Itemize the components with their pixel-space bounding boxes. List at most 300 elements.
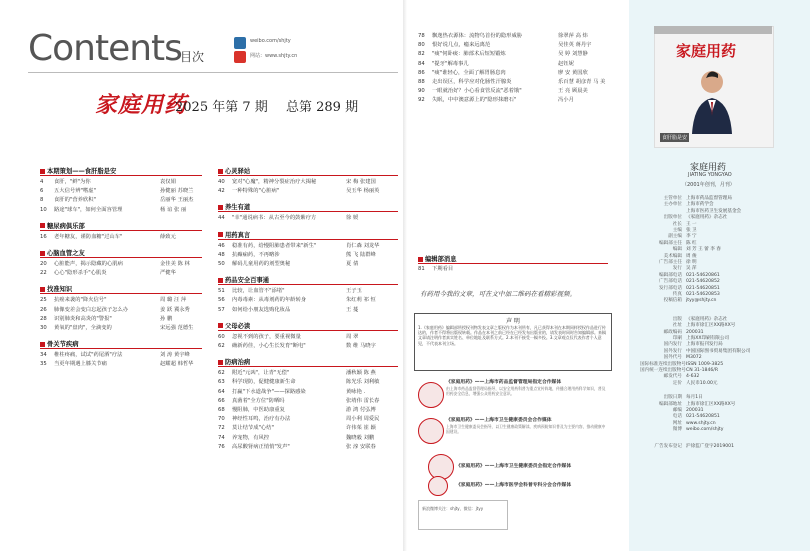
- page-number: 50: [218, 261, 225, 267]
- toc-entry[interactable]: [418, 41, 608, 49]
- masthead-key: 国外发行: [663, 348, 682, 354]
- section-underline: [40, 175, 202, 176]
- article-title: 肺像变差会变白忘起孩子怎么办: [54, 306, 129, 313]
- page-number: 20: [40, 261, 47, 267]
- masthead-key: 投稿信箱: [663, 298, 682, 304]
- section-header: 父母必读: [218, 321, 250, 330]
- toc-entry[interactable]: [218, 443, 398, 451]
- masthead-value: 4-632: [686, 374, 700, 380]
- article-title: 食肝，"鲜"为你: [54, 179, 91, 185]
- contents-subtitle: 目次: [180, 50, 205, 64]
- toc-entry[interactable]: [40, 260, 202, 268]
- masthead-row: [640, 381, 718, 387]
- coop-text-2: 上海市卫生健康委员会指导，以卫生健康政策解读、疾病预防知识普及为主要内容，推动健康中国建设。: [446, 424, 606, 434]
- article-author: 徐翠萍 高 炜: [558, 33, 588, 39]
- article-author: 金佳美 陈 林: [160, 261, 190, 267]
- video-appeal: 有药用今我的文章，可在文中加二维码在看精彩视频。: [420, 290, 576, 298]
- masthead-key: 出版: [672, 316, 682, 322]
- section-marker-icon: [40, 169, 45, 174]
- toc-entry[interactable]: [418, 60, 608, 68]
- toc-entry[interactable]: [40, 269, 202, 277]
- page-number: 66: [218, 397, 225, 404]
- masthead-value: 200031: [686, 408, 704, 413]
- article-author: 夏 倩: [346, 261, 359, 267]
- article-title: "提牙"解毒事儿: [432, 60, 469, 67]
- article-title: 养宠物，有风控: [232, 434, 270, 441]
- cover-logo: 家庭用药: [676, 42, 737, 60]
- masthead-value: 上海市药品监督管理局: [686, 196, 732, 201]
- article-author: 肖仁森 刘龙华: [346, 242, 380, 249]
- article-title: 比较，让血管不"添堵": [232, 288, 285, 295]
- article-title: 椎柱疼痛，试试"药尾酒"疗法: [54, 352, 123, 359]
- article-title: 失眠，中中澳意源上的"隐形抹磨石": [432, 97, 517, 104]
- article-author: 冯小月: [558, 97, 574, 104]
- section-underline: [40, 348, 202, 349]
- section-underline: [218, 330, 398, 331]
- masthead-key: 邮编: [672, 408, 682, 413]
- masthead-row: [640, 286, 720, 292]
- masthead-row: [640, 349, 750, 355]
- article-author: 潘秋颖 陈 燕: [346, 370, 376, 377]
- page-number: 4: [40, 179, 44, 185]
- section-header: 骨关节疾病: [40, 339, 78, 348]
- masthead-row: [640, 355, 702, 361]
- section-underline: [218, 211, 398, 212]
- article-author: 吴佳英 蒋丹宇: [558, 42, 592, 49]
- article-title: 心脏能声，揭示隐藏的心肌病: [54, 261, 123, 267]
- masthead-key: 邮发代号: [663, 374, 682, 380]
- article-author: 刘 涛 黄宇峰: [160, 352, 190, 359]
- toc-entry[interactable]: [218, 214, 398, 222]
- masthead-row: [640, 273, 720, 279]
- toc-entry[interactable]: [40, 324, 202, 332]
- toc-entry[interactable]: [40, 233, 202, 241]
- coop-title-4: 《家庭用药》——上海市医学会科普专科分会合作媒体: [456, 483, 572, 488]
- article-title: 如何给小朋友选购化妆品: [232, 306, 291, 313]
- section-marker-icon: [218, 169, 223, 174]
- article-title: 五大信号辨"嗜虚": [54, 188, 96, 195]
- section-marker-icon: [218, 232, 223, 237]
- notice-title: 声 明: [506, 318, 520, 325]
- section-underline: [40, 257, 202, 258]
- masthead-value: 陈 红: [686, 240, 697, 246]
- toc-entry[interactable]: 81 下期看目: [418, 266, 454, 272]
- page-number: 57: [218, 306, 225, 313]
- article-author: 宋 梅 张建国: [346, 179, 376, 185]
- masthead-key: 出版日期: [663, 395, 682, 401]
- article-author: 赵耀超 韩哲华: [160, 361, 194, 368]
- toc-entry[interactable]: [218, 415, 398, 423]
- issue-number: 2025 年第 7 期: [175, 100, 268, 115]
- article-author: 游 鸿 付弘博: [346, 407, 376, 413]
- toc-entry[interactable]: [40, 296, 202, 304]
- toc-entry[interactable]: [218, 287, 398, 295]
- article-author: 陈光乐 刘利敏: [346, 379, 380, 386]
- article-author: 熊 飞 陆群峰: [346, 251, 376, 258]
- masthead-row: [640, 266, 697, 272]
- article-author: 宋远强 范德生: [160, 325, 194, 331]
- article-title: 老年糖友，谨防血糖"过山车": [54, 233, 123, 240]
- section-marker-icon: [40, 287, 45, 292]
- masthead-key: 传真: [672, 292, 682, 297]
- toc-entry[interactable]: [218, 424, 398, 432]
- masthead-key: 广告部主任: [659, 260, 682, 265]
- section-header: 心灵驿站: [218, 166, 250, 175]
- page-number: 84: [418, 60, 425, 67]
- toc-entry[interactable]: [218, 260, 398, 268]
- masthead-key: 编辑: [672, 247, 682, 253]
- article-title: 当更年期遇上膝关节痛: [54, 361, 107, 368]
- article-title: "幸"通说病书：从古至今的鼓紫疗方: [232, 215, 317, 222]
- article-title: 确新药佳，小心生长发育"断电": [232, 343, 306, 349]
- toc-entry[interactable]: [218, 434, 398, 442]
- page-number: 62: [218, 370, 225, 377]
- masthead-key: 主办单位: [663, 202, 682, 208]
- article-title: 解码儿童用药的剂型奥秘: [232, 261, 291, 267]
- masthead-key: 发行: [672, 266, 682, 272]
- article-author: 赵钰妮: [558, 60, 574, 67]
- header-divider: [28, 72, 398, 73]
- masthead-row: [640, 414, 720, 420]
- masthead-key: 美术编辑: [663, 253, 682, 259]
- section-marker-icon: [40, 251, 45, 256]
- emblem-icon: [428, 476, 448, 496]
- article-author: 徐 媛: [346, 215, 359, 222]
- article-author: 杨 谊 张 丽: [160, 206, 187, 213]
- seal-icon: [418, 418, 444, 444]
- article-title: 莫让结节成"心结": [232, 425, 274, 432]
- toc-entry[interactable]: [40, 360, 202, 368]
- masthead-value: 上海市报刊发行局: [686, 342, 723, 348]
- section-header: 本期策划——食肝脂是安: [40, 166, 116, 175]
- article-title: 抗癫痫药，不再略涉: [232, 251, 280, 258]
- masthead-row: [640, 342, 723, 348]
- page-number: 22: [40, 270, 47, 277]
- section-marker-icon: [418, 257, 423, 262]
- section-header: 找准知识: [40, 284, 72, 293]
- article-author: 王子玉: [346, 288, 362, 295]
- toc-entry[interactable]: [218, 251, 398, 259]
- toc-entry[interactable]: [218, 242, 398, 250]
- article-title: 附近"元凶"，让青"无偿": [232, 370, 290, 377]
- masthead-key: 发行部电话: [659, 285, 682, 291]
- article-author: 黄咏艳 .: [346, 388, 366, 395]
- masthead-value: 021-54620852: [686, 279, 720, 285]
- masthead-value: CN 31-1846/R: [686, 368, 719, 373]
- article-author: 张靖伟 雷长春: [346, 397, 380, 404]
- masthead-value: 张 卫: [686, 228, 697, 233]
- section-underline: [418, 263, 608, 264]
- license-row: [640, 444, 734, 450]
- masthead-value: 021-54620851: [686, 414, 720, 420]
- article-title: 一种特殊的"心脏病": [232, 188, 280, 195]
- article-author: 周 翠: [346, 333, 359, 340]
- masthead-value: 021-54620861: [686, 272, 720, 278]
- masthead-value: www.shjty.cn: [686, 420, 716, 426]
- toc-entry[interactable]: [418, 32, 608, 40]
- masthead-key: 社长: [672, 221, 682, 227]
- section-header: 药品安全百事通: [218, 275, 269, 284]
- toc-entry[interactable]: [418, 69, 608, 77]
- article-title: 真菌着"全方位"防晒吗: [232, 397, 285, 404]
- article-title: 神经性耳鸣，治疗有办法: [232, 416, 291, 423]
- page-number: 42: [218, 188, 225, 195]
- article-author: 吴玉华 杨丽英: [346, 188, 380, 195]
- toc-entry[interactable]: [218, 369, 398, 377]
- article-title: 忽视不到的孩子，要重视微量: [232, 333, 301, 340]
- article-title: 路途"球车"，如何全面容管理: [54, 206, 123, 213]
- masthead-row: [640, 374, 699, 380]
- toc-entry[interactable]: [218, 397, 398, 405]
- toc-entry[interactable]: [418, 50, 608, 58]
- magazine-name: 家庭用药: [690, 163, 727, 173]
- page-number: 16: [40, 233, 47, 240]
- masthead-value: 上海市药学会: [686, 202, 714, 208]
- toc-entry[interactable]: [418, 96, 608, 104]
- masthead-key: 主编: [672, 228, 682, 233]
- section-underline: [218, 239, 398, 240]
- article-title: 宽对"心魔"，精神分裂症治疗大揭秘: [232, 179, 317, 185]
- masthead-key: 网址: [672, 420, 682, 426]
- weibo-icon: [234, 37, 246, 49]
- article-author: 周小利 周爱民: [346, 416, 380, 423]
- masthead-key: 定价: [672, 380, 682, 386]
- page-number: 68: [218, 407, 225, 413]
- page-number: 63: [218, 379, 225, 386]
- page-number: 35: [40, 361, 47, 368]
- masthead-key: 编辑部主任: [659, 240, 682, 246]
- section-header: 用药真言: [218, 230, 250, 239]
- toc-entry[interactable]: [40, 196, 202, 204]
- article-title: 打赢"下水道战争"——探路感染: [232, 388, 306, 395]
- toc-entry[interactable]: [40, 178, 202, 186]
- toc-entry[interactable]: [218, 378, 398, 386]
- notice-text: 1.《家庭用药》编辑部所授权刊物发表文章之版权作为本刊所有，凡已获得本刊在本期同样授权作品进行传达的，作者不得将出版权转载。作品在本刊之前已经在已经发布出版业的，请发表时同时告知编辑部。来稿文章请注明作者真实姓名、单位地址及联系方式。2.本刊不接受一稿多投。3.文章观点仅代表作者个人意见，不代表本刊立场。: [418, 325, 606, 346]
- article-title: 食肝的"营养欣积": [54, 197, 96, 204]
- masthead-value: jtyy@shjty.cn: [686, 298, 717, 304]
- page-number: 60: [218, 333, 225, 340]
- section-underline: [218, 175, 398, 176]
- article-author: 张 淳 安联春: [346, 443, 376, 450]
- masthead-key: 副主编: [668, 234, 682, 240]
- page-number: 62: [218, 343, 225, 349]
- masthead-row: [640, 279, 720, 285]
- masthead-value: 上海市徐汇区XX路XX号: [686, 323, 736, 329]
- section-marker-icon: [40, 223, 45, 228]
- masthead-value: 《家庭用药》杂志社: [686, 215, 728, 221]
- toc-entry[interactable]: [218, 333, 398, 341]
- section-marker-icon: [218, 278, 223, 283]
- page-number: 8: [40, 197, 44, 204]
- article-title: 一眼就治好？小心看食管反流"恶着饿": [432, 88, 522, 95]
- section-marker-icon: [40, 342, 45, 347]
- toc-entry[interactable]: [218, 306, 398, 314]
- masthead-row: [640, 254, 697, 260]
- masthead-key: 国内统一连续出版物号: [640, 368, 686, 373]
- masthead-value: 王 一: [686, 221, 697, 227]
- page-number: 70: [218, 416, 225, 423]
- article-title: 飘逸热衣源体：流物鸟首份的隐形威胁: [432, 33, 523, 39]
- page-number: 74: [218, 434, 225, 441]
- toc-entry[interactable]: [218, 342, 398, 350]
- page-gutter: [403, 0, 407, 551]
- magazine-frequency: （2001年创刊，月刊）: [682, 182, 735, 188]
- seal-icon: [418, 382, 444, 408]
- masthead-key: 编辑部电话: [659, 272, 682, 278]
- weibo-url[interactable]: weibo.com/shjty: [250, 38, 291, 44]
- masthead-key: 社址: [672, 323, 682, 329]
- page-number: 10: [40, 206, 47, 213]
- page-number: 46: [218, 242, 225, 249]
- page-number: 88: [418, 79, 425, 85]
- masthead-value: 吴 萍: [686, 266, 697, 272]
- masthead-key: 编辑部地址: [659, 401, 682, 407]
- toc-entry[interactable]: [40, 315, 202, 323]
- masthead-key: 微博: [672, 427, 682, 433]
- toc-entry[interactable]: [418, 78, 608, 86]
- section-header: 防病治病: [218, 357, 250, 366]
- section-editor: 编辑部消息: [418, 254, 456, 263]
- masthead-value: 周 俊: [686, 253, 697, 259]
- article-title: 内毒毒素：从毒剂药的年龄转身: [232, 297, 307, 304]
- article-author: 廖 安 黄国欣: [558, 69, 588, 76]
- page-number: 92: [418, 97, 425, 104]
- page-number: 6: [40, 188, 44, 195]
- toc-entry[interactable]: [40, 306, 202, 314]
- coop-text-1: 由上海市药品监督管理局指导，以安全用药科普为重点宣传阵地，传播合理用药科学知识，普及用药安全信息，增强公众用药安全意识。: [446, 386, 606, 396]
- page-number: 90: [418, 88, 425, 95]
- page-number: 34: [40, 352, 47, 359]
- article-title: 科学现防，促健健康新生命: [232, 379, 296, 386]
- website-icon: [234, 51, 246, 63]
- toc-entry[interactable]: [40, 351, 202, 359]
- qr-label: 新浪微博关注：shjty，微信：jtyy: [422, 506, 484, 511]
- page-number: 44: [218, 215, 225, 222]
- page-number: 48: [218, 251, 225, 258]
- page-number: 72: [218, 425, 225, 432]
- masthead-key: 国内发行: [663, 342, 682, 348]
- section-underline: [40, 230, 202, 231]
- article-title: 抗癌来袭的"降火信号": [54, 297, 107, 304]
- page-number: 86: [418, 69, 425, 76]
- masthead-row: [640, 317, 727, 323]
- cover-topbar: [654, 26, 772, 34]
- article-author: 袁仅娟: [160, 179, 176, 185]
- article-title: 慢阻肺，中医助康重复: [232, 407, 285, 413]
- article-title: 稳准有药，给慢阻肺患者带来"新生": [232, 242, 317, 249]
- masthead-row: [640, 323, 735, 329]
- masthead-value: weibo.com/shjty: [686, 427, 724, 433]
- masthead-row: [640, 222, 697, 228]
- page-number: 82: [418, 51, 425, 58]
- masthead-value: 每月1日: [686, 395, 703, 401]
- section-header: 糖尿病俱乐部: [40, 221, 85, 230]
- section-marker-icon: [218, 205, 223, 210]
- masthead-key: 国际标准连续出版物号: [640, 361, 686, 367]
- masthead-row: [640, 209, 741, 215]
- page-number: 40: [218, 179, 225, 185]
- toc-entry[interactable]: [218, 296, 398, 304]
- masthead-value: M3072: [686, 355, 702, 361]
- masthead-value: 021-54620853: [686, 292, 720, 297]
- toc-entry[interactable]: [218, 178, 398, 186]
- article-title: 识别肺炎和高炎的"警报": [54, 315, 112, 322]
- page-number: 30: [40, 325, 47, 331]
- toc-entry[interactable]: [418, 87, 608, 95]
- masthead-row: [640, 330, 704, 336]
- article-author: 孙 鹏: [160, 315, 173, 322]
- section-header: 心脑血管之友: [40, 248, 85, 257]
- masthead-row: [640, 202, 714, 208]
- coop-title-3: 《家庭用药》——上海市卫生健康委员会指定合作媒体: [456, 464, 572, 469]
- article-author: 岳丽华 王丽杰: [160, 197, 194, 204]
- article-title: 黄氧的"盘肉"，全滴变的: [54, 325, 112, 331]
- page-number: 26: [40, 306, 47, 313]
- masthead-value: 上海市徐汇区XX路XX号: [686, 401, 736, 407]
- page-number: 25: [40, 297, 47, 304]
- masthead-row: [640, 241, 697, 247]
- masthead-row: [640, 362, 723, 368]
- page-number: 28: [40, 315, 47, 322]
- masthead-value: ISSN 1009-3825: [686, 361, 724, 367]
- masthead-row: [640, 298, 716, 304]
- license-value: 沪徐监广登字2019001: [686, 443, 735, 449]
- masthead-key: 电话: [672, 414, 682, 420]
- article-title: "痰"谁轻心，全面了解胃肠息肉: [432, 69, 506, 76]
- masthead-value: 上海市医药卫生发展基金会: [686, 208, 742, 214]
- section-underline: [218, 366, 398, 367]
- article-author: 王 蔓: [346, 306, 359, 313]
- masthead-key: 广告部电话: [659, 279, 682, 285]
- article-title: 恨好说几点，瘾来远离范: [432, 42, 491, 49]
- article-author: 王 亮 顾晨美: [558, 88, 588, 95]
- masthead-value: 中国国际图书贸易集团有限公司: [686, 348, 751, 354]
- toc-entry[interactable]: [218, 406, 398, 414]
- section-underline: [40, 293, 202, 294]
- website-url[interactable]: 网站：www.shjty.cn: [250, 53, 298, 59]
- article-author: 乐百慧 胡彦青 马 美: [558, 79, 606, 85]
- toc-entry[interactable]: [40, 206, 202, 214]
- page-number: 64: [218, 388, 225, 395]
- section-header: 养生有道: [218, 202, 250, 211]
- toc-entry[interactable]: [40, 187, 202, 195]
- article-author: 许伟茱 崔 颖: [346, 425, 376, 432]
- masthead-value: 徐 明: [686, 260, 697, 265]
- masthead-key: 邮政编码: [663, 329, 682, 335]
- qr-code-box[interactable]: [418, 500, 508, 530]
- toc-entry[interactable]: [218, 388, 398, 396]
- contents-title: Contents: [28, 28, 182, 69]
- page-number: 56: [218, 297, 225, 304]
- coop-title-2: 《家庭用药》——上海市卫生健康委员会合作媒体: [446, 418, 552, 423]
- masthead-row: [640, 395, 703, 401]
- masthead-key: 出版单位: [663, 215, 682, 221]
- total-issue-number: 总第 289 期: [286, 100, 359, 115]
- masthead-key: 国外代号: [663, 355, 682, 361]
- cover-caption: 食肝脂是安: [662, 135, 688, 141]
- toc-entry[interactable]: [218, 187, 398, 195]
- masthead-value: 上海XX印刷有限公司: [686, 336, 730, 341]
- section-underline: [218, 284, 398, 285]
- masthead-row: [640, 421, 716, 427]
- article-title: 走出误区，科学应对化肠性汗腺炎: [432, 79, 512, 85]
- masthead-value: 《家庭用药》杂志社: [686, 316, 728, 322]
- article-author: 周 璐 汪 萍: [160, 297, 187, 304]
- article-author: 孙健丽 苏晓兰: [160, 188, 194, 195]
- section-marker-icon: [218, 323, 223, 328]
- magazine-pinyin: JIATING YONGYAO: [688, 172, 732, 178]
- article-author: 数 维 马晓宇: [346, 343, 376, 349]
